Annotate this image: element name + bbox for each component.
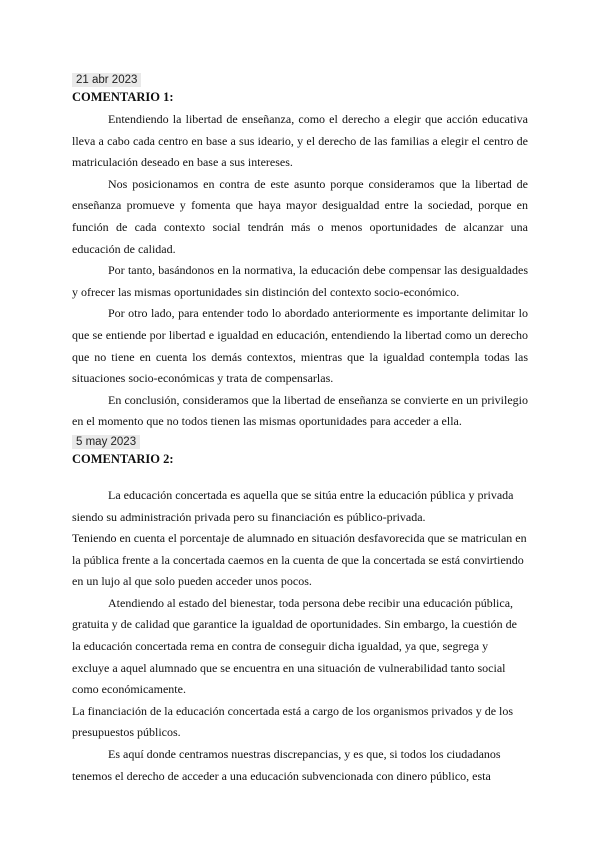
- comment-1-paragraph-5: En conclusión, consideramos que la libertad de enseñanza se convierte en un privilegio en el momento que no todos tienen las mismas oportunidades para acceder a ella.: [72, 392, 528, 429]
- comment-2-date: 5 may 2023: [72, 435, 140, 449]
- spacer: [72, 471, 528, 485]
- comment-2-title: COMENTARIO 2:: [72, 451, 174, 466]
- comment-2-paragraph-1: La educación concertada es aquella que se sitúa entre la educación pública y privada siendo su administración privada pero su financiación es público-privada.: [72, 487, 514, 524]
- comment-2-paragraph-4: La financiación de la educación concertada está a cargo de los organismos privados y de los presupuestos públicos.: [72, 703, 514, 740]
- document-page: [72, 70, 528, 787]
- comment-1-date: 21 abr 2023: [72, 73, 141, 87]
- comment-2-paragraph-5: Es aquí donde centramos nuestras discrepancias, y es que, si todos los ciudadanos tenemos el derecho de acceder a una educación subvencionada con dinero público, esta: [72, 747, 501, 783]
- comment-1-section: [72, 70, 528, 433]
- comment-1-paragraph-3: Por tanto, basándonos en la normativa, la educación debe compensar las desigualdades y ofrecer las mismas oportunidades sin distinción del contexto socio-económico.: [72, 263, 528, 299]
- comment-1-paragraph-1: Entendiendo la libertad de enseñanza, como el derecho a elegir que acción educativa lleva a cabo cada centro en base a sus ideario, y el derecho de las familias a elegir el centro de matriculación deseado en base a sus intereses.: [72, 112, 528, 170]
- comment-2-section: [72, 432, 528, 787]
- comment-2-paragraph-3: Atendiendo al estado del bienestar, toda persona debe recibir una educación pública, gratuita y de calidad que garantice la igualdad de oportunidades. Sin embargo, la cuestión de la educación concertada rema en contra de conseguir dicha igualdad, ya que, segrega y excluye a aquel alumnado que se encuentra en una situación de vulnerabilidad tanto social como económicamente.: [72, 595, 517, 697]
- comment-1-title: COMENTARIO 1:: [72, 90, 174, 104]
- comment-1-paragraph-4: Por otro lado, para entender todo lo abordado anteriormente es importante delimitar lo que se entiende por libertad e igualdad en educación, entendiendo la libertad como un derecho que no tiene en cuenta los demás contextos, mientras que la igualdad contempla todas las situaciones socio-económicas y trata de compensarlas.: [72, 306, 528, 386]
- comment-2-paragraph-2: Teniendo en cuenta el porcentaje de alumnado en situación desfavorecida que se matriculan en la pública frente a la concertada caemos en la cuenta de que la concertada se está convirtiendo en un lujo al que solo pueden acceder unos pocos.: [72, 531, 527, 589]
- comment-1-paragraph-2: Nos posicionamos en contra de este asunto porque consideramos que la libertad de enseñanza promueve y fomenta que haya mayor desigualdad entre la sociedad, porque en función de cada contexto social tendrán más o menos oportunidades de alcanzar una educación de calidad.: [72, 176, 528, 256]
